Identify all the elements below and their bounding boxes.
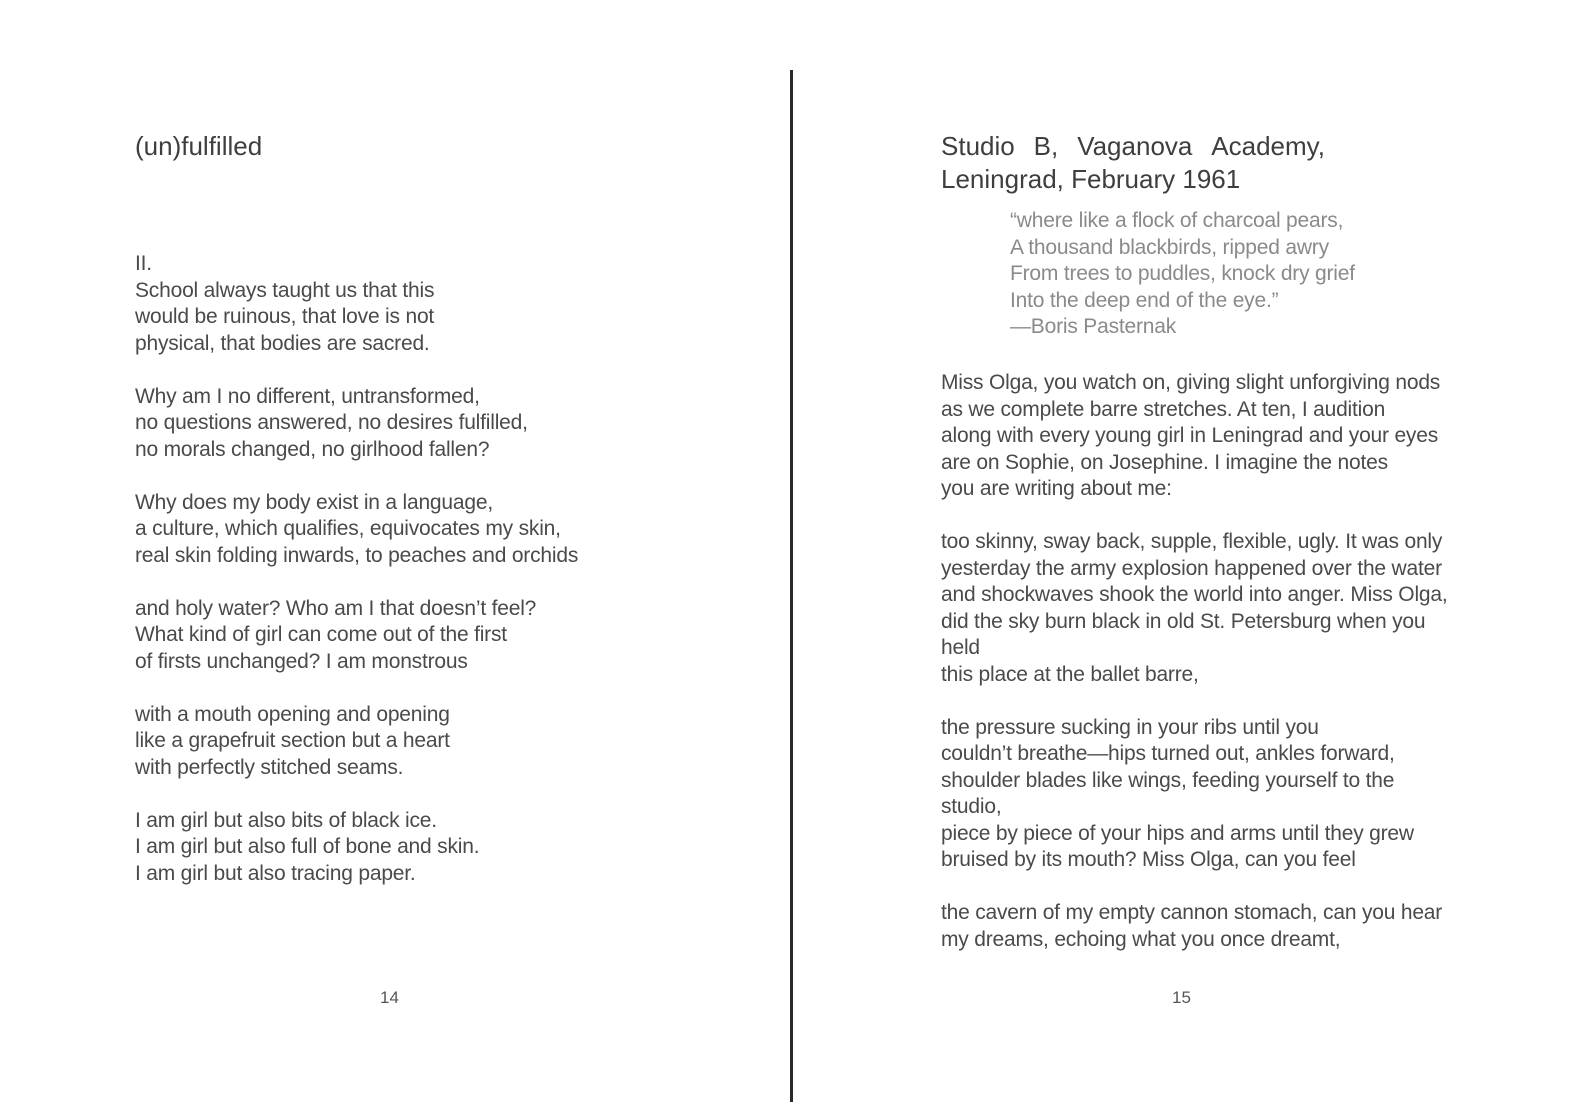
page-number: 15 <box>1172 988 1191 1007</box>
poem-line: you are writing about me: <box>941 477 1172 500</box>
poem-line: my dreams, echoing what you once dreamt, <box>941 927 1341 951</box>
title-word: Academy, <box>1211 131 1325 161</box>
poem-line: of firsts unchanged? I am monstrous <box>135 649 468 673</box>
poem-line: this place at the ballet barre, <box>941 662 1199 686</box>
poem-line: with a mouth opening and opening <box>135 702 450 726</box>
right-page <box>796 0 1584 1102</box>
stanza <box>941 900 1481 953</box>
stanza <box>941 370 1481 503</box>
poem-line: the pressure sucking in your ribs until you <box>941 715 1319 739</box>
poem-body <box>135 251 735 914</box>
stanza <box>135 384 735 464</box>
stanza <box>135 596 735 676</box>
epigraph-line: “where like a flock of charcoal pears, <box>1010 209 1344 232</box>
poem-line: I am girl but also full of bone and skin. <box>135 835 480 858</box>
poem-line: with perfectly stitched seams. <box>135 755 404 779</box>
section-marker-text: II. <box>135 252 152 275</box>
poem-line: would be ruinous, that love is not <box>135 305 435 328</box>
poem-line: like a grapefruit section but a heart <box>135 729 450 752</box>
poem-line: physical, that bodies are sacred. <box>135 331 430 355</box>
poem-line: studio, <box>941 795 1002 818</box>
poem-line: Why am I no different, untransformed, <box>135 384 480 408</box>
stanza <box>941 715 1481 874</box>
title-word: B, <box>1033 131 1059 161</box>
poem-line: no morals changed, no girlhood fallen? <box>135 437 490 461</box>
poem-line: and shockwaves shook the world into anger. Miss Olga, <box>941 583 1448 606</box>
stanza <box>135 808 735 888</box>
stanza <box>135 490 735 570</box>
poem-line: as we complete barre stretches. At ten, I audition <box>941 397 1386 421</box>
poem-line: too skinny, sway back, supple, flexible, ugly. It was only <box>941 530 1443 553</box>
stanza <box>135 702 735 782</box>
poem-title-line-1 <box>941 130 1325 163</box>
poem-line: What kind of girl can come out of the first <box>135 623 507 646</box>
poem-line: the cavern of my empty cannon stomach, can you hear <box>941 901 1443 924</box>
poem-line: couldn’t breathe—hips turned out, ankles forward, <box>941 742 1395 765</box>
poem-line: shoulder blades like wings, feeding yourself to the <box>941 768 1395 792</box>
epigraph-line: From trees to puddles, knock dry grief <box>1010 262 1355 285</box>
poem-line: are on Sophie, on Josephine. I imagine the notes <box>941 450 1388 474</box>
poem-line: a culture, which qualifies, equivocates my skin, <box>135 517 561 540</box>
poem-line: no questions answered, no desires fulfilled, <box>135 411 528 434</box>
poem-line: did the sky burn black in old St. Petersburg when you <box>941 609 1426 633</box>
poem-line: and holy water? Who am I that doesn’t feel? <box>135 596 537 620</box>
stanza <box>941 529 1481 688</box>
poem-line: yesterday the army explosion happened over the water <box>941 556 1442 580</box>
poem-body <box>941 370 1481 980</box>
poem-line: along with every young girl in Leningrad and your eyes <box>941 424 1439 447</box>
title-word: Vaganova <box>1077 131 1193 161</box>
book-gutter-divider <box>790 70 793 1102</box>
page-number: 14 <box>380 988 399 1007</box>
poem-title <box>135 130 262 163</box>
title-word: Studio <box>941 131 1015 161</box>
poem-line: bruised by its mouth? Miss Olga, can you feel <box>941 848 1356 871</box>
epigraph-line: A thousand blackbirds, ripped awry <box>1010 235 1329 259</box>
poem-line: School always taught us that this <box>135 278 435 302</box>
poem-line: real skin folding inwards, to peaches and orchids <box>135 543 579 567</box>
poem-title-line-2: Leningrad, February 1961 <box>941 164 1241 194</box>
section-marker <box>135 251 735 278</box>
stanza <box>135 278 735 358</box>
poem-line: I am girl but also tracing paper. <box>135 861 416 885</box>
poem-line: held <box>941 636 980 659</box>
epigraph <box>1010 208 1355 341</box>
epigraph-attribution: —Boris Pasternak <box>1010 315 1177 338</box>
poem-title <box>941 130 1341 196</box>
poem-line: piece by piece of your hips and arms until they grew <box>941 821 1414 845</box>
poem-line: Why does my body exist in a language, <box>135 490 493 514</box>
poem-line: I am girl but also bits of black ice. <box>135 808 437 832</box>
poem-line: Miss Olga, you watch on, giving slight unforgiving nods <box>941 371 1441 394</box>
poem-title-text: (un)fulfilled <box>135 131 263 161</box>
epigraph-line: Into the deep end of the eye.” <box>1010 288 1279 312</box>
